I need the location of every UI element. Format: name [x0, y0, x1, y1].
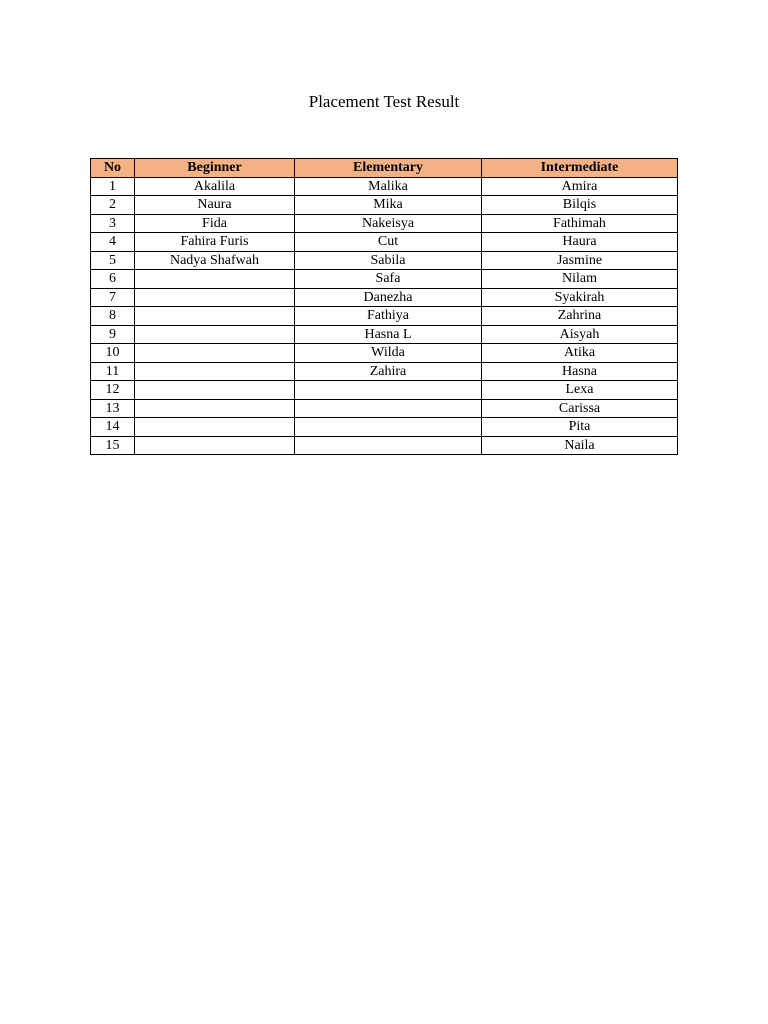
cell-intermediate: Amira	[482, 177, 678, 196]
cell-beginner: Fahira Furis	[135, 233, 295, 252]
cell-elementary: Hasna L	[295, 325, 482, 344]
cell-elementary: Fathiya	[295, 307, 482, 326]
table-row	[91, 381, 678, 400]
table-row	[91, 436, 678, 455]
table-row	[91, 288, 678, 307]
cell-elementary: Malika	[295, 177, 482, 196]
cell-beginner	[135, 325, 295, 344]
cell-intermediate: Carissa	[482, 399, 678, 418]
cell-no: 11	[91, 362, 135, 381]
cell-no: 7	[91, 288, 135, 307]
cell-no: 12	[91, 381, 135, 400]
header-no: No	[91, 159, 135, 178]
cell-intermediate: Aisyah	[482, 325, 678, 344]
cell-no: 8	[91, 307, 135, 326]
cell-beginner	[135, 399, 295, 418]
cell-elementary: Cut	[295, 233, 482, 252]
cell-intermediate: Haura	[482, 233, 678, 252]
cell-beginner: Naura	[135, 196, 295, 215]
cell-elementary: Mika	[295, 196, 482, 215]
cell-intermediate: Bilqis	[482, 196, 678, 215]
cell-elementary: Zahira	[295, 362, 482, 381]
cell-no: 9	[91, 325, 135, 344]
table-row	[91, 344, 678, 363]
cell-elementary: Nakeisya	[295, 214, 482, 233]
cell-intermediate: Jasmine	[482, 251, 678, 270]
header-beginner: Beginner	[135, 159, 295, 178]
page-title: Placement Test Result	[308, 92, 460, 111]
table-row	[91, 251, 678, 270]
cell-no: 5	[91, 251, 135, 270]
cell-intermediate: Lexa	[482, 381, 678, 400]
cell-beginner: Fida	[135, 214, 295, 233]
table-row	[91, 177, 678, 196]
table-row	[91, 196, 678, 215]
table-row	[91, 325, 678, 344]
cell-intermediate: Syakirah	[482, 288, 678, 307]
results-table	[90, 158, 678, 455]
header-intermediate: Intermediate	[482, 159, 678, 178]
cell-no: 15	[91, 436, 135, 455]
cell-no: 4	[91, 233, 135, 252]
cell-elementary: Sabila	[295, 251, 482, 270]
cell-beginner	[135, 381, 295, 400]
cell-elementary	[295, 381, 482, 400]
table-row	[91, 399, 678, 418]
cell-elementary	[295, 418, 482, 437]
cell-beginner	[135, 362, 295, 381]
cell-elementary: Danezha	[295, 288, 482, 307]
cell-no: 13	[91, 399, 135, 418]
cell-beginner: Akalila	[135, 177, 295, 196]
cell-elementary: Wilda	[295, 344, 482, 363]
table-body	[91, 177, 678, 455]
cell-elementary	[295, 399, 482, 418]
cell-no: 6	[91, 270, 135, 289]
table-row	[91, 214, 678, 233]
cell-beginner	[135, 418, 295, 437]
cell-intermediate: Pita	[482, 418, 678, 437]
cell-no: 1	[91, 177, 135, 196]
table-row	[91, 307, 678, 326]
cell-beginner: Nadya Shafwah	[135, 251, 295, 270]
table-row	[91, 418, 678, 437]
cell-no: 2	[91, 196, 135, 215]
header-elementary: Elementary	[295, 159, 482, 178]
cell-beginner	[135, 288, 295, 307]
table-header-row	[91, 159, 678, 178]
table-row	[91, 362, 678, 381]
cell-intermediate: Naila	[482, 436, 678, 455]
cell-beginner	[135, 270, 295, 289]
cell-intermediate: Hasna	[482, 362, 678, 381]
cell-intermediate: Nilam	[482, 270, 678, 289]
table-row	[91, 233, 678, 252]
cell-intermediate: Zahrina	[482, 307, 678, 326]
cell-beginner	[135, 307, 295, 326]
cell-intermediate: Atika	[482, 344, 678, 363]
cell-elementary: Safa	[295, 270, 482, 289]
cell-no: 10	[91, 344, 135, 363]
cell-elementary	[295, 436, 482, 455]
cell-intermediate: Fathimah	[482, 214, 678, 233]
cell-beginner	[135, 436, 295, 455]
cell-no: 3	[91, 214, 135, 233]
cell-beginner	[135, 344, 295, 363]
cell-no: 14	[91, 418, 135, 437]
table-row	[91, 270, 678, 289]
